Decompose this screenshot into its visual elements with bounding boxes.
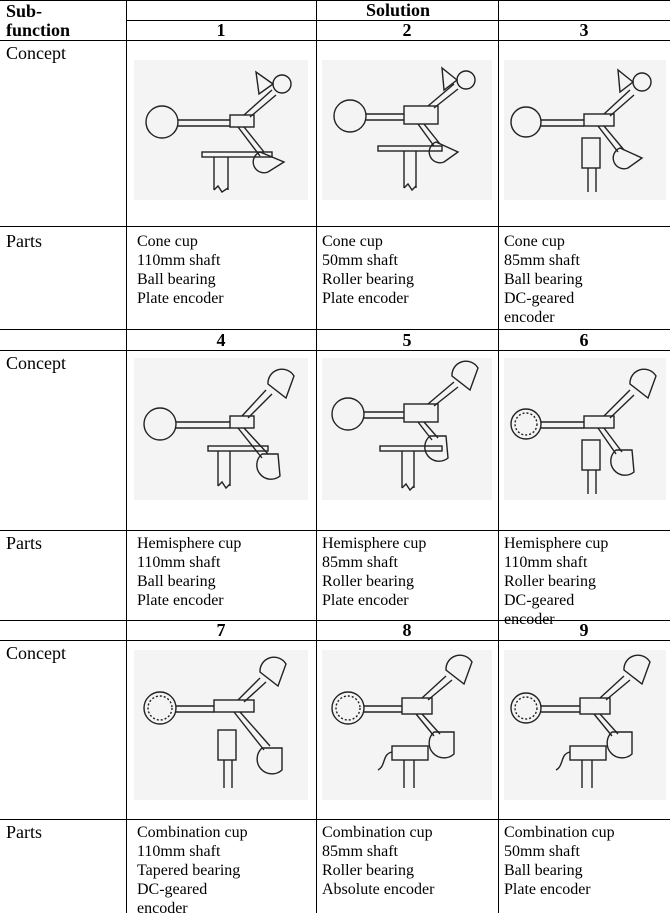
part-item: encoder: [504, 611, 555, 628]
parts-list-solution-6: [504, 534, 608, 629]
table-divider-numbers-1: [0, 40, 670, 41]
part-item: Combination cup: [322, 824, 433, 841]
part-item: Ball bearing: [137, 573, 216, 590]
part-item: Cone cup: [322, 233, 383, 250]
hemisphere-cup-anemometer-sketch-6: [504, 358, 666, 500]
table-border-col-2-3: [498, 0, 499, 913]
combination-cup-anemometer-sketch-7: [134, 650, 308, 800]
part-item: 85mm shaft: [322, 843, 398, 860]
solution-number-6: 6: [579, 330, 589, 350]
part-item: DC-geared: [504, 290, 575, 307]
concept-sketch-4: [134, 358, 308, 500]
solution-number-7: 7: [216, 620, 226, 640]
part-item: 110mm shaft: [137, 843, 221, 860]
subfunction-header-line2: function: [6, 20, 71, 40]
part-item: Plate encoder: [504, 881, 591, 898]
part-item: Combination cup: [137, 824, 248, 841]
row-label-concept-3: Concept: [6, 643, 66, 663]
parts-list-solution-4: [137, 534, 241, 610]
parts-list-solution-9: [504, 823, 615, 899]
part-item: Hemisphere cup: [137, 535, 242, 552]
parts-list-solution-7: [137, 823, 248, 918]
row-label-parts-1: Parts: [6, 231, 42, 251]
parts-list-solution-3: [504, 232, 583, 327]
row-label-concept-1: Concept: [6, 43, 66, 63]
solution-number-2: 2: [402, 20, 412, 40]
parts-list-solution-8: [322, 823, 434, 899]
row-label-parts-2: Parts: [6, 533, 42, 553]
part-item: Roller bearing: [322, 862, 414, 879]
part-item: 110mm shaft: [137, 554, 221, 571]
part-item: Ball bearing: [504, 862, 583, 879]
part-item: Plate encoder: [322, 290, 409, 307]
table-divider-numbers-2: [0, 350, 670, 351]
table-divider-concept-1: [0, 226, 670, 227]
solution-number-3: 3: [579, 20, 589, 40]
table-divider-concept-2: [0, 530, 670, 531]
cone-cup-anemometer-sketch-1: [134, 60, 308, 200]
cone-cup-anemometer-sketch-3: [504, 60, 666, 200]
concept-sketch-1: [134, 60, 308, 200]
part-item: DC-geared: [137, 881, 208, 898]
parts-list-solution-5: [322, 534, 426, 610]
concept-sketch-5: [322, 358, 492, 500]
part-item: Ball bearing: [137, 271, 216, 288]
part-item: encoder: [504, 309, 555, 326]
part-item: Cone cup: [504, 233, 565, 250]
parts-list-solution-2: [322, 232, 414, 308]
solution-number-8: 8: [402, 620, 412, 640]
hemisphere-cup-anemometer-sketch-4: [134, 358, 308, 500]
part-item: Hemisphere cup: [504, 535, 609, 552]
solution-number-4: 4: [216, 330, 226, 350]
part-item: Tapered bearing: [137, 862, 241, 879]
part-item: Cone cup: [137, 233, 198, 250]
subfunction-header-line1: Sub-: [6, 1, 43, 21]
part-item: Roller bearing: [322, 573, 414, 590]
hemisphere-cup-anemometer-sketch-5: [322, 358, 492, 500]
part-item: 110mm shaft: [504, 554, 588, 571]
cone-cup-anemometer-sketch-2: [322, 60, 492, 200]
part-item: Roller bearing: [322, 271, 414, 288]
concept-sketch-7: [134, 650, 308, 800]
table-divider-parts-1: [0, 329, 670, 330]
solution-number-9: 9: [579, 620, 589, 640]
concept-sketch-3: [504, 60, 666, 200]
table-divider-numbers-3: [0, 640, 670, 641]
concept-sketch-6: [504, 358, 666, 500]
part-item: 50mm shaft: [504, 843, 580, 860]
part-item: Ball bearing: [504, 271, 583, 288]
part-item: 110mm shaft: [137, 252, 221, 269]
table-border-col-1-2: [316, 0, 317, 913]
parts-list-solution-1: [137, 232, 224, 308]
row-label-parts-3: Parts: [6, 822, 42, 842]
part-item: 85mm shaft: [504, 252, 580, 269]
part-item: Absolute encoder: [322, 881, 435, 898]
concept-sketch-2: [322, 60, 492, 200]
part-item: DC-geared: [504, 592, 575, 609]
solution-number-5: 5: [402, 330, 412, 350]
part-item: Plate encoder: [137, 592, 224, 609]
solution-number-1: 1: [216, 20, 226, 40]
concept-sketch-8: [322, 650, 492, 800]
part-item: Plate encoder: [322, 592, 409, 609]
combination-cup-anemometer-sketch-9: [504, 650, 666, 800]
table-border-left-col: [126, 0, 127, 913]
table-divider-concept-3: [0, 819, 670, 820]
row-label-concept-2: Concept: [6, 353, 66, 373]
part-item: 50mm shaft: [322, 252, 398, 269]
part-item: Combination cup: [504, 824, 615, 841]
part-item: Plate encoder: [137, 290, 224, 307]
combination-cup-anemometer-sketch-8: [322, 650, 492, 800]
part-item: Roller bearing: [504, 573, 596, 590]
part-item: encoder: [137, 900, 188, 917]
part-item: Hemisphere cup: [322, 535, 427, 552]
concept-sketch-9: [504, 650, 666, 800]
solution-header: Solution: [365, 0, 431, 20]
part-item: 85mm shaft: [322, 554, 398, 571]
